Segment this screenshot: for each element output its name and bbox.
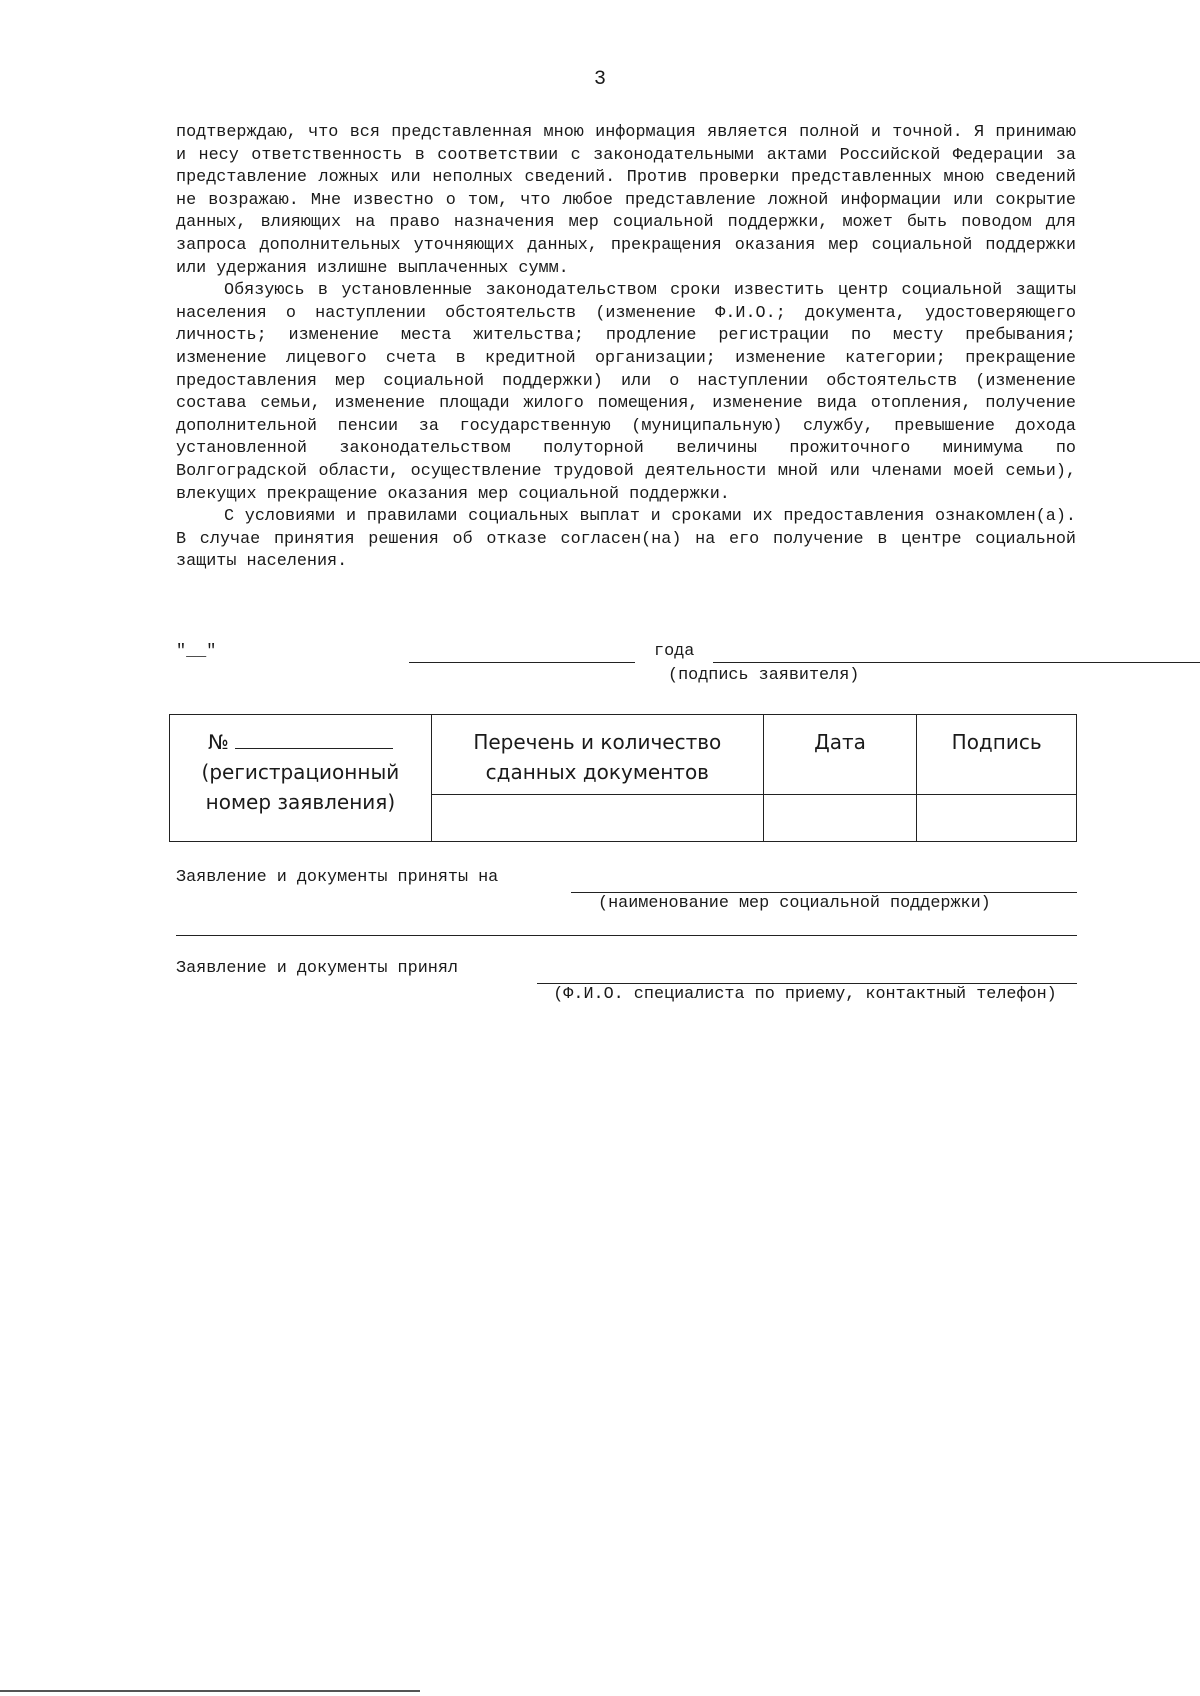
support-measures-field[interactable] — [571, 892, 1077, 893]
page-number: 3 — [593, 68, 606, 91]
accepted-for-label: Заявление и документы приняты на — [176, 868, 499, 887]
accepted-by-label: Заявление и документы принял — [176, 959, 458, 978]
date-line — [176, 640, 1076, 664]
date-day-field[interactable]: "__" — [176, 642, 217, 661]
paragraph-confirmation: подтверждаю, что вся представленная мною информация является полной и точной. Я принимаю и несу ответственность в соответствии с законодательными актами Российской Федерации за представление ложных или неполных сведений. Против проверки представленных мною сведений не возражаю. Мне известно о том, что любое представление ложной информации или сокрытие данных, влияющих на право назначения мер социальной поддержки, может быть поводом для запроса дополнительных уточняющих данных, прекращения оказания мер социальной поддержки или удержания излишне выплаченных сумм. — [176, 123, 1076, 278]
header-signature: Подпись — [917, 715, 1077, 795]
documents-cell[interactable] — [431, 794, 763, 841]
scan-edge-line — [0, 1690, 420, 1692]
paragraph-conditions: С условиями и правилами социальных выплат и сроками их предоставления ознакомлен(а). В случае принятия решения об отказе согласен(на) на его получение в центре социальной защиты населения. — [176, 507, 1076, 572]
reg-number-caption: (регистрационный номер заявления) — [201, 760, 400, 814]
applicant-signature-field[interactable] — [713, 662, 1200, 663]
specialist-caption: (Ф.И.О. специалиста по приему, контактный телефон) — [553, 985, 1057, 1004]
date-month-field[interactable] — [409, 662, 635, 663]
number-sign: № — [207, 730, 229, 754]
header-documents: Перечень и количество сданных документов — [431, 715, 763, 795]
reg-number-field[interactable] — [235, 728, 393, 749]
date-cell[interactable] — [763, 794, 917, 841]
registration-table — [169, 714, 1077, 842]
reg-number-cell — [170, 715, 432, 842]
header-date: Дата — [763, 715, 917, 795]
support-measures-caption: (наименование мер социальной поддержки) — [598, 894, 991, 913]
signature-cell[interactable] — [917, 794, 1077, 841]
declaration-text — [176, 122, 1076, 574]
signature-caption: (подпись заявителя) — [668, 666, 860, 685]
year-word: года — [654, 642, 695, 661]
paragraph-obligation: Обязуюсь в установленные законодательством сроки известить центр социальной защиты населения о наступлении обстоятельств (изменение Ф.И.О.; документа, удостоверяющего личность; изменение места жительства; продление регистрации по месту пребывания; изменение лицевого счета в кредитной организации; изменение категории; прекращение предоставления мер социальной поддержки) или о наступлении обстоятельств (изменение состава семьи, изменение площади жилого помещения, изменение вида отопления, получение дополнительной пенсии за государственную (муниципальную) службу, превышение дохода установленной законодательством полуторной величины прожиточного минимума по Волгоградской области, осуществление трудовой деятельности мной или членами моей семьи), влекущих прекращение оказания мер социальной поддержки. — [176, 281, 1076, 504]
support-measures-field-continued[interactable] — [176, 935, 1077, 936]
